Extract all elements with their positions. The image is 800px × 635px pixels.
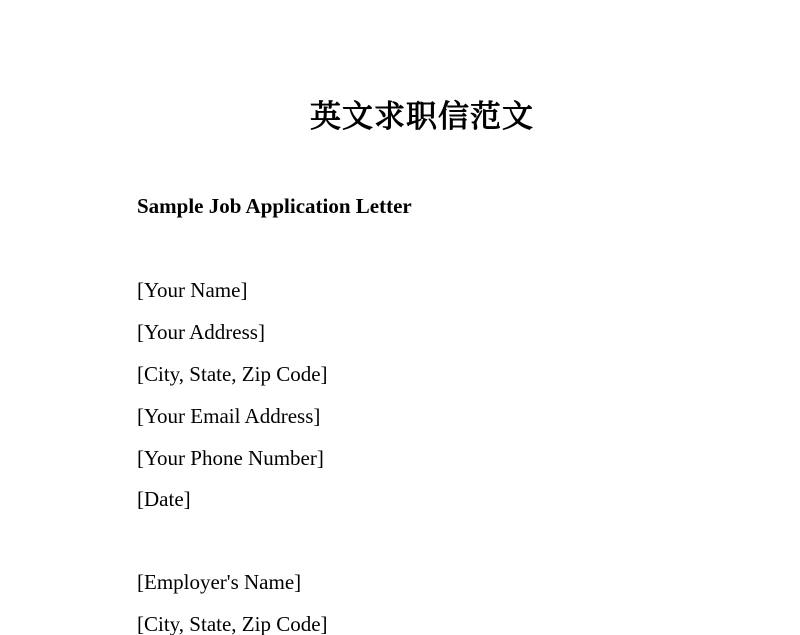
sender-address: [Your Address] [137, 320, 265, 344]
page-title: 英文求职信范文 [310, 99, 534, 135]
sender-city-state-zip: [City, State, Zip Code] [137, 362, 328, 386]
letter-date: [Date] [137, 487, 191, 511]
employer-name: [Employer's Name] [137, 570, 302, 594]
letter-heading: Sample Job Application Letter [137, 194, 412, 218]
sender-name: [Your Name] [137, 278, 248, 302]
sender-email: [Your Email Address] [137, 404, 321, 428]
recipient-city-state-zip: [City, State, Zip Code] [137, 612, 328, 635]
sender-phone: [Your Phone Number] [137, 446, 324, 470]
